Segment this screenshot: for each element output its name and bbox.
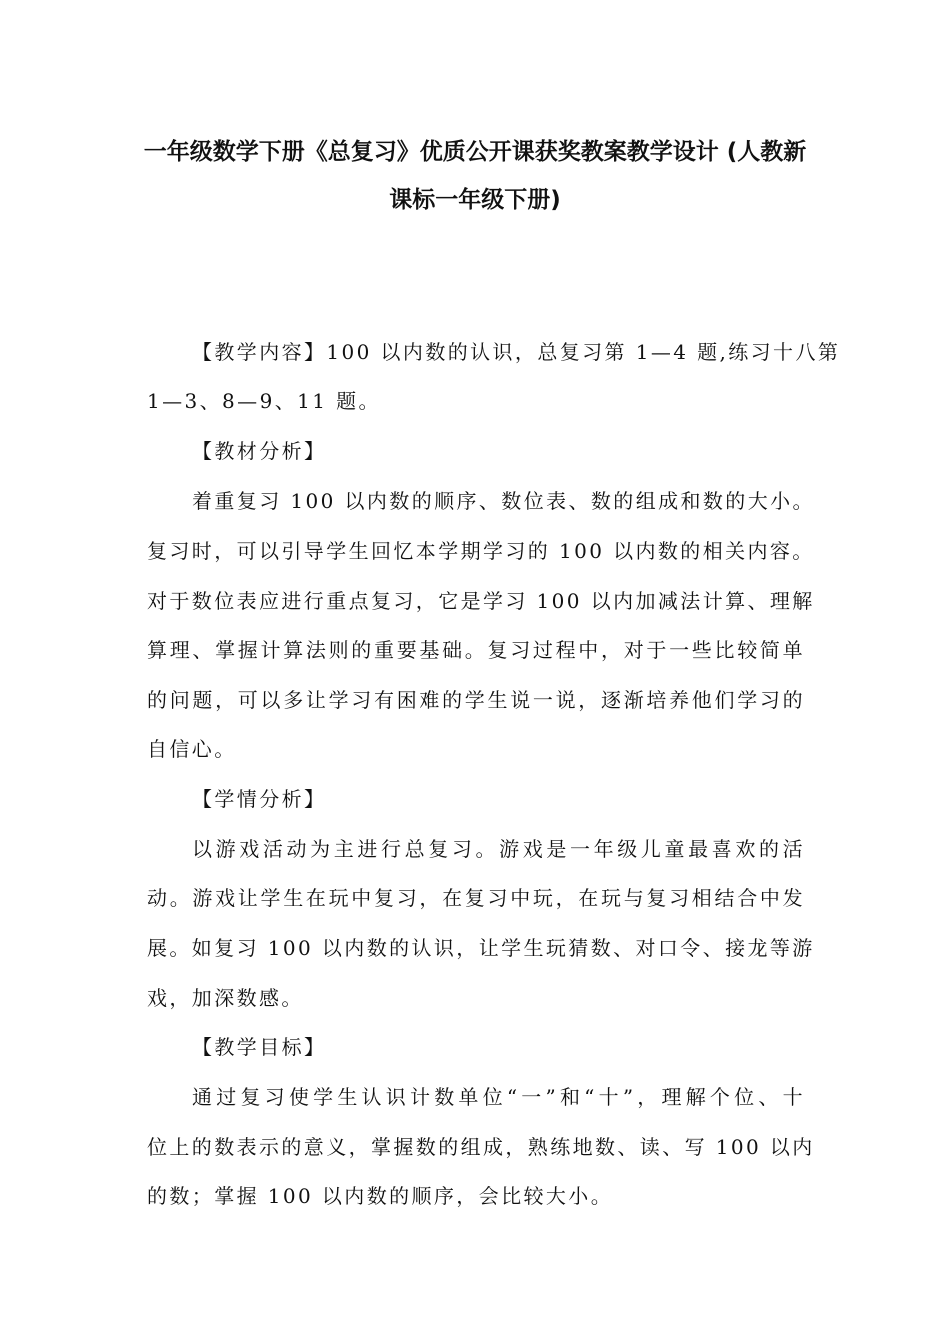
textbook-analysis-heading: 【教材分析】 — [192, 439, 327, 463]
textbook-analysis-line: 的问题，可以多让学习有困难的学生说一说，逐渐培养他们学习的 — [147, 688, 805, 712]
student-analysis-line: 动。游戏让学生在玩中复习，在复习中玩，在玩与复习相结合中发 — [147, 886, 805, 910]
textbook-analysis-line: 复习时，可以引导学生回忆本学期学习的 100 以内数的相关内容。 — [147, 539, 815, 563]
student-analysis-line: 戏，加深数感。 — [147, 986, 304, 1010]
document-title-line-2: 课标一年级下册) — [389, 187, 561, 213]
document-title-line-1: 一年级数学下册《总复习》优质公开课获奖教案教学设计 (人教新 — [143, 139, 807, 165]
teaching-goals-line: 通过复习使学生认识计数单位“一”和“十”，理解个位、十 — [192, 1085, 805, 1109]
student-analysis-line: 以游戏活动为主进行总复习。游戏是一年级儿童最喜欢的活 — [192, 837, 805, 861]
teaching-content-line-1: 【教学内容】100 以内数的认识，总复习第 1—4 题,练习十八第 — [192, 340, 841, 364]
textbook-analysis-line: 对于数位表应进行重点复习，它是学习 100 以内加减法计算、理解 — [147, 589, 815, 613]
teaching-goals-line: 的数；掌握 100 以内数的顺序，会比较大小。 — [147, 1184, 614, 1208]
teaching-goals-heading: 【教学目标】 — [192, 1035, 327, 1059]
textbook-analysis-line: 算理、掌握计算法则的重要基础。复习过程中，对于一些比较简单 — [147, 638, 805, 662]
textbook-analysis-line: 着重复习 100 以内数的顺序、数位表、数的组成和数的大小。 — [192, 489, 815, 513]
teaching-goals-line: 位上的数表示的意义，掌握数的组成，熟练地数、读、写 100 以内 — [147, 1135, 815, 1159]
teaching-content-line-2: 1—3、8—9、11 题。 — [147, 389, 381, 413]
textbook-analysis-line: 自信心。 — [147, 737, 237, 761]
student-analysis-heading: 【学情分析】 — [192, 787, 327, 811]
student-analysis-line: 展。如复习 100 以内数的认识，让学生玩猜数、对口令、接龙等游 — [147, 936, 815, 960]
